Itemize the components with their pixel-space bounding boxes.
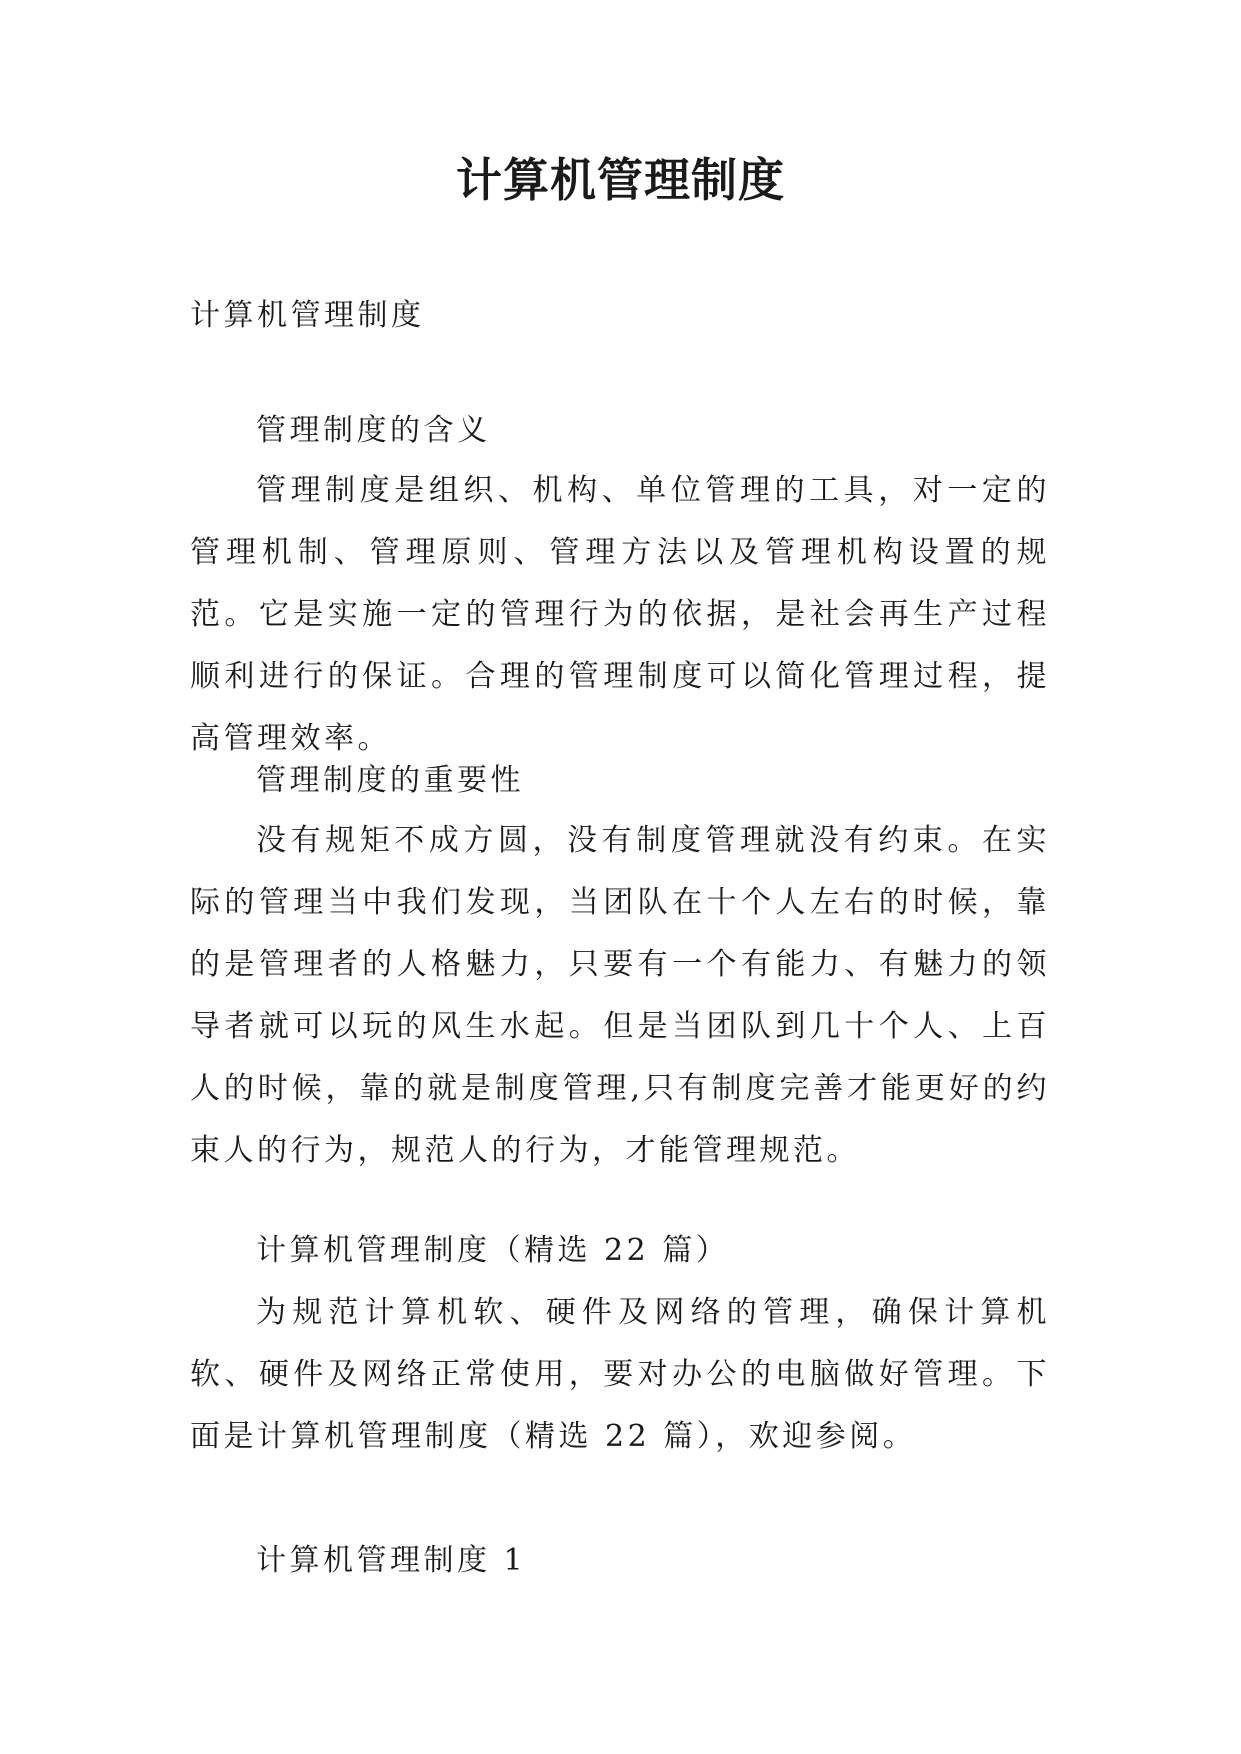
section-heading-selection: 计算机管理制度（精选 22 篇） (256, 1233, 730, 1268)
section-paragraph-meaning: 管理制度是组织、机构、单位管理的工具，对一定的管理机制、管理原则、管理方法以及管理机构设置的规范。它是实施一定的管理行为的依据，是社会再生产过程顺利进行的保证。合理的管理制度可以简化管理过程，提高管理效率。 (190, 473, 1050, 756)
document-title: 计算机管理制度 (456, 153, 785, 207)
section-heading-meaning: 管理制度的含义 (256, 413, 491, 448)
document-subtitle: 计算机管理制度 (190, 298, 425, 333)
section-heading-part-1: 计算机管理制度 1 (256, 1543, 527, 1578)
section-paragraph-selection: 为规范计算机软、硬件及网络的管理，确保计算机软、硬件及网络正常使用，要对办公的电脑做好管理。下面是计算机管理制度（精选 22 篇），欢迎参阅。 (190, 1295, 1050, 1454)
section-heading-importance: 管理制度的重要性 (256, 763, 524, 798)
section-paragraph-importance: 没有规矩不成方圆，没有制度管理就没有约束。在实际的管理当中我们发现，当团队在十个人左右的时候，靠的是管理者的人格魅力，只要有一个有能力、有魅力的领导者就可以玩的风生水起。但是当团队到几十个人、上百人的时候，靠的就是制度管理,只有制度完善才能更好的约束人的行为，规范人的行为，才能管理规范。 (190, 823, 1050, 1168)
